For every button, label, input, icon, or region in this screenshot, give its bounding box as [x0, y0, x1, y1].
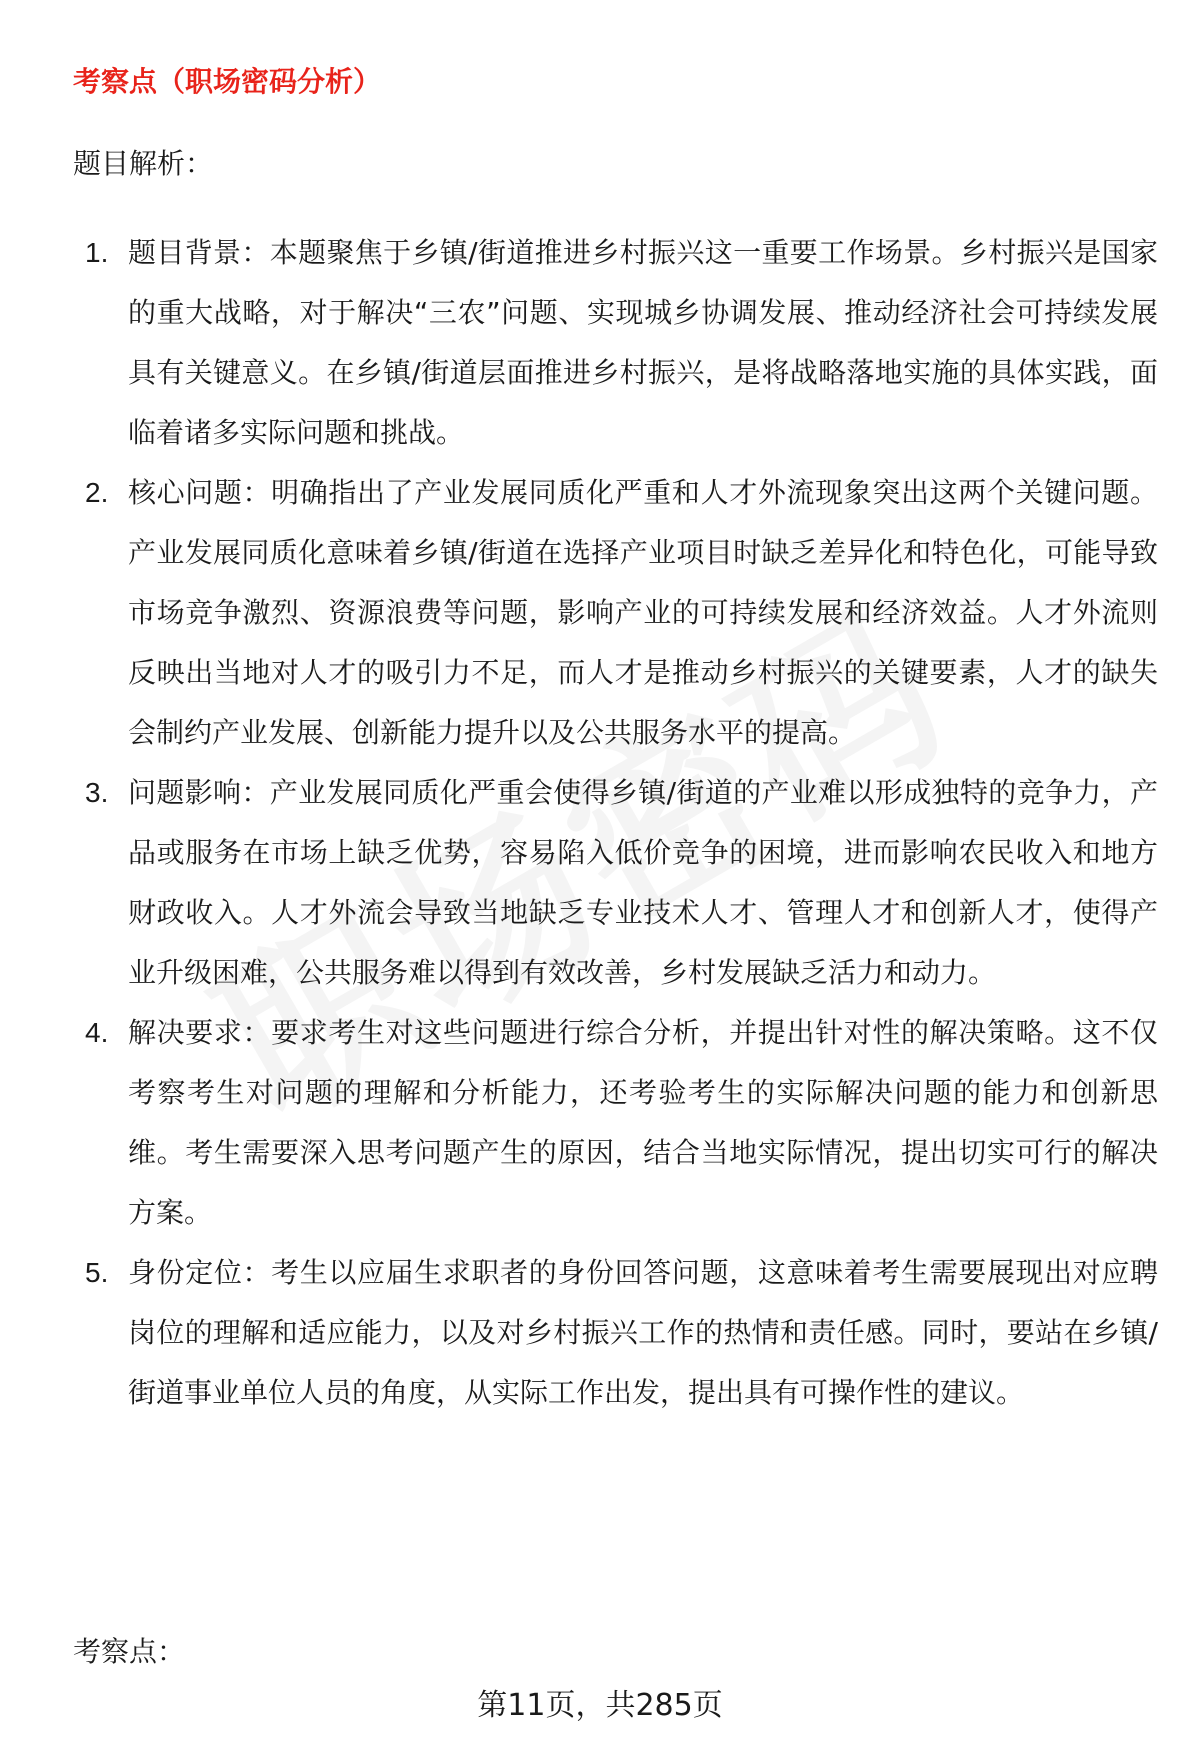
list-item — [0, 1003, 1200, 1243]
analysis-list — [0, 223, 1200, 1423]
item-number: 4. — [85, 1017, 109, 1048]
item-text: 题目背景：本题聚焦于乡镇/街道推进乡村振兴这一重要工作场景。乡村振兴是国家的重大战略，对于解决“三农”问题、实现城乡协调发展、推动经济社会可持续发展具有关键意义。在乡镇/街道层面推进乡村振兴，是将战略落地实施的具体实践，面临着诸多实际问题和挑战。 — [128, 236, 1158, 449]
item-text: 解决要求：要求考生对这些问题进行综合分析，并提出针对性的解决策略。这不仅考察考生对问题的理解和分析能力，还考验考生的实际解决问题的能力和创新思维。考生需要深入思考问题产生的原因，结合当地实际情况，提出切实可行的解决方案。 — [128, 1016, 1158, 1229]
item-number: 1. — [85, 237, 109, 268]
item-text: 核心问题：明确指出了产业发展同质化严重和人才外流现象突出这两个关键问题。产业发展同质化意味着乡镇/街道在选择产业项目时缺乏差异化和特色化，可能导致市场竞争激烈、资源浪费等问题，影响产业的可持续发展和经济效益。人才外流则反映出当地对人才的吸引力不足，而人才是推动乡村振兴的关键要素，人才的缺失会制约产业发展、创新能力提升以及公共服务水平的提高。 — [128, 476, 1158, 749]
list-item — [0, 463, 1200, 763]
item-number: 3. — [85, 777, 109, 808]
list-item — [0, 763, 1200, 1003]
subheading: 题目解析： — [73, 147, 214, 180]
item-text: 身份定位：考生以应届生求职者的身份回答问题，这意味着考生需要展现出对应聘岗位的理解和适应能力，以及对乡村振兴工作的热情和责任感。同时，要站在乡镇/街道事业单位人员的角度，从实际工作出发，提出具有可操作性的建议。 — [128, 1256, 1158, 1409]
list-item — [0, 223, 1200, 463]
footer-label: 考察点： — [73, 1635, 186, 1668]
item-number: 5. — [85, 1257, 109, 1288]
list-item — [0, 1243, 1200, 1423]
section-heading: 考察点（职场密码分析） — [73, 65, 382, 98]
page-number: 第11页，共285页 — [477, 1688, 723, 1723]
item-number: 2. — [85, 477, 109, 508]
item-text: 问题影响：产业发展同质化严重会使得乡镇/街道的产业难以形成独特的竞争力，产品或服务在市场上缺乏优势，容易陷入低价竞争的困境，进而影响农民收入和地方财政收入。人才外流会导致当地缺乏专业技术人才、管理人才和创新人才，使得产业升级困难，公共服务难以得到有效改善，乡村发展缺乏活力和动力。 — [128, 776, 1158, 989]
